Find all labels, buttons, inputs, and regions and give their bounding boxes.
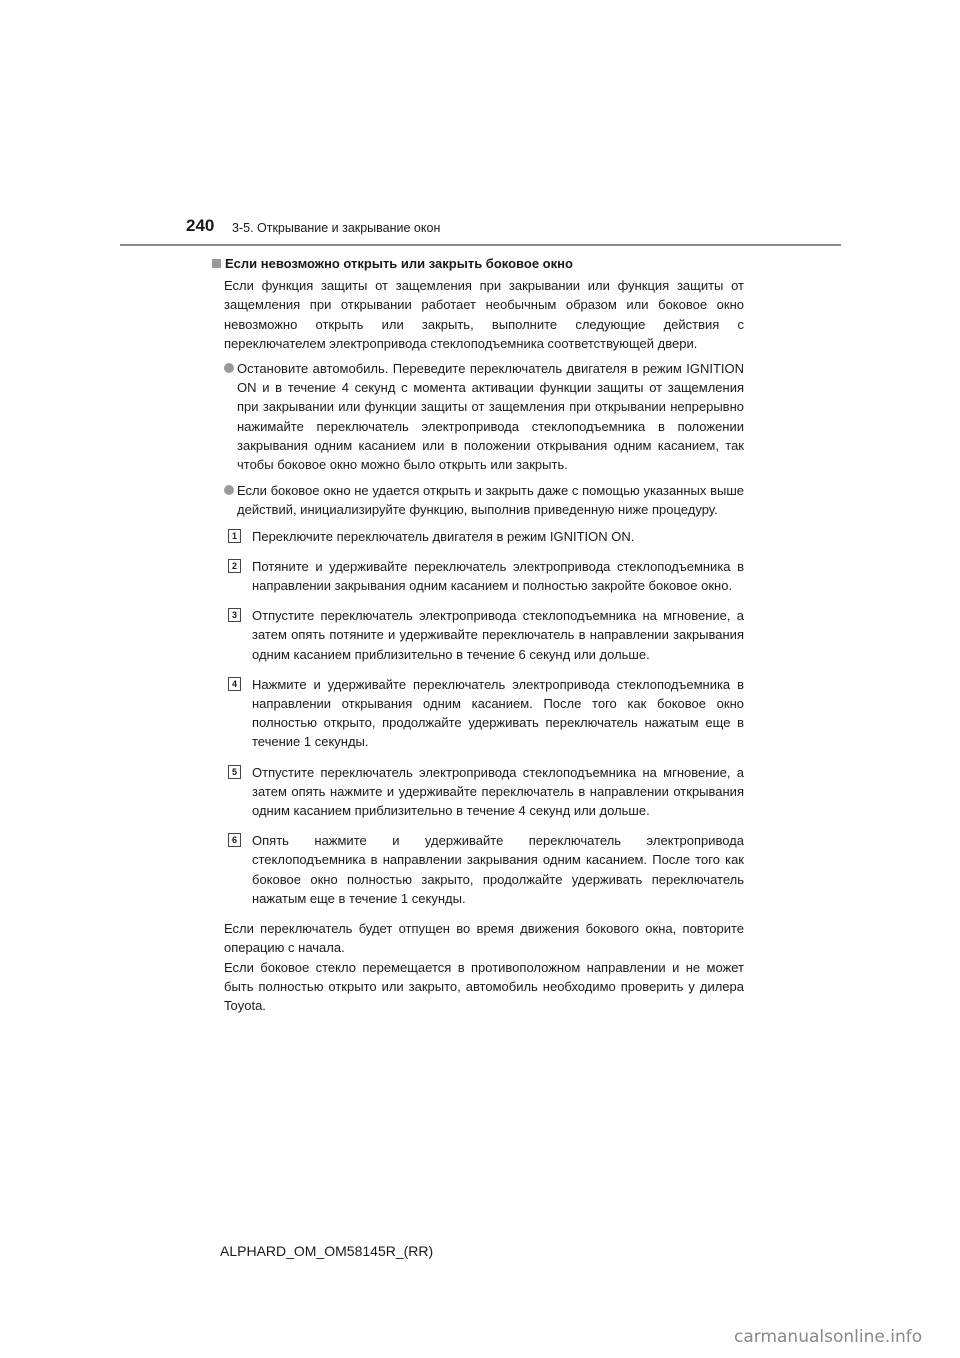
section-heading	[212, 254, 744, 273]
bullet-text: Остановите автомобиль. Переведите переключатель двигателя в режим IGNITION ON и в течение 4 секунд с момента активации функции защиты от защемления при закрывании или функции защиты от защемления при открывании непрерывно нажимайте переключатель электропривода стеклоподъемника в положении закрывания одним касанием или в положении открывания одним касанием, так чтобы боковое окно можно было открыть или закрыть.	[237, 361, 744, 473]
bullet-item	[212, 481, 744, 519]
step-number: 4	[228, 677, 241, 691]
step-item	[228, 831, 744, 908]
step-number: 6	[228, 833, 241, 847]
circle-bullet-icon	[224, 485, 234, 495]
header-divider	[120, 244, 841, 246]
step-item	[228, 763, 744, 821]
step-text: Нажмите и удерживайте переключатель электропривода стеклоподъемника в направлении открывания одним касанием. После того как боковое окно полностью открыто, продолжайте удерживать переключатель нажатым еще в течение 1 секунды.	[252, 676, 744, 750]
section-heading-text: Если невозможно открыть или закрыть боковое окно	[225, 256, 573, 271]
intro-paragraph: Если функция защиты от защемления при закрывании или функция защиты от защемления при открывании работает необычным образом или боковое окно невозможно открыть или закрыть, выполните следующие действия с переключателем электропривода стеклоподъемника соответствующей двери.	[224, 278, 744, 351]
step-item	[228, 606, 744, 664]
circle-bullet-icon	[224, 363, 234, 373]
step-item	[228, 675, 744, 752]
step-text: Отпустите переключатель электропривода стеклоподъемника на мгновение, а затем опять нажмите и удерживайте переключатель в направлении открывания одним касанием приблизительно в течение 4 секунд или дольше.	[252, 764, 744, 819]
step-text: Отпустите переключатель электропривода стеклоподъемника на мгновение, а затем опять потяните и удерживайте переключатель в направлении закрывания одним касанием приблизительно в течение 6 секунд или дольше.	[252, 608, 744, 662]
square-bullet-icon	[212, 259, 221, 268]
page-number: 240	[186, 216, 215, 235]
watermark: carmanualsonline.info	[734, 1327, 923, 1347]
step-text: Опять нажмите и удерживайте переключатель электропривода стеклоподъемника в направлении закрывания одним касанием. После того как боковое окно полностью закрыто, продолжайте удерживать переключатель нажатым еще в течение 1 секунды.	[252, 833, 744, 906]
main-content	[212, 254, 744, 1015]
step-list	[212, 527, 744, 908]
step-item	[228, 557, 744, 595]
bullet-item	[212, 359, 744, 474]
step-number: 1	[228, 529, 241, 543]
document-code: ALPHARD_OM_OM58145R_(RR)	[220, 1243, 434, 1259]
bullet-text: Если боковое окно не удается открыть и закрыть даже с помощью указанных выше действий, инициализируйте функцию, выполнив приведенную ниже процедуру.	[237, 483, 744, 518]
step-number: 2	[228, 559, 241, 573]
step-item	[228, 527, 744, 546]
step-number: 5	[228, 765, 241, 779]
step-number: 3	[228, 608, 241, 622]
step-text: Потяните и удерживайте переключатель электропривода стеклоподъемника в направлении закрывания одним касанием и полностью закройте боковое окно.	[252, 558, 744, 594]
page-header	[0, 0, 960, 250]
closing-paragraph: Если боковое стекло перемещается в противоположном направлении и не может быть полностью открыто или закрыто, автомобиль необходимо проверить у дилера Toyota.	[224, 959, 744, 1013]
step-text: Переключите переключатель двигателя в режим IGNITION ON.	[252, 528, 635, 544]
section-title: 3-5. Открывание и закрывание окон	[232, 221, 441, 235]
closing-paragraph: Если переключатель будет отпущен во время движения бокового окна, повторите операцию с начала.	[224, 921, 744, 956]
